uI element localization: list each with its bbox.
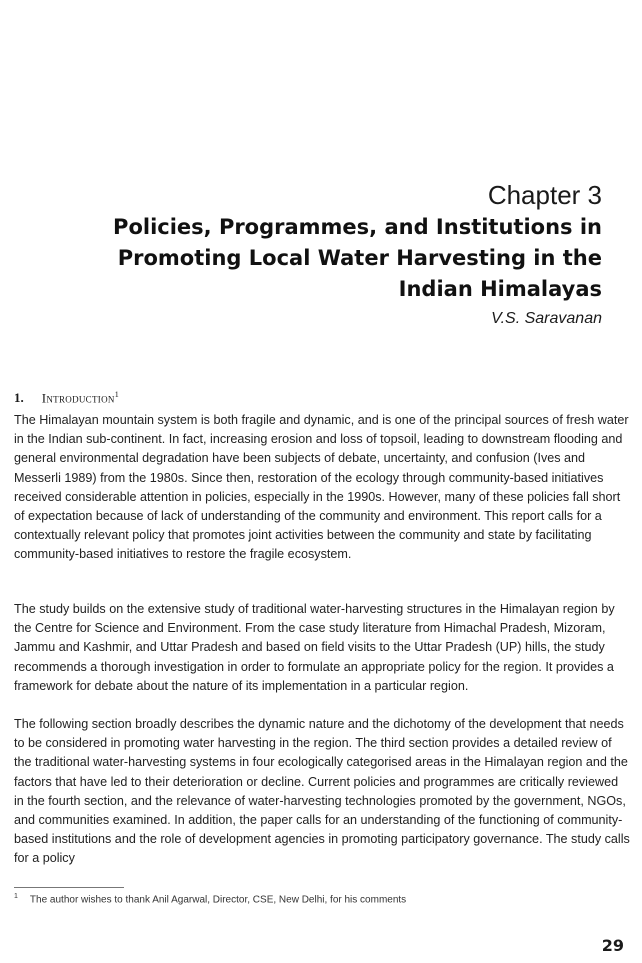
chapter-title: Policies, Programmes, and Institutions in Promoting Local Water Harvesting in the Indian Himalayas: [113, 215, 602, 301]
footnote-divider: [14, 887, 124, 888]
section-title: Introduction: [41, 390, 115, 406]
paragraph-1: The Himalayan mountain system is both fragile and dynamic, and is one of the principal sources of fresh water in the Indian sub-continent. In fact, increasing erosion and loss of topsoil, leading to downstream flooding and general environmental degradation have been subjects of debate, uncertainty, and confusion (Ives and Messerli 1989) from the 1980s. Since then, restoration of the ecology through community-based initiatives received considerable attention in policies, especially in the 1990s. However, many of these policies fall short of expectation because of lack of understanding of the community and environment. This report calls for a contextually relevant policy that promotes joint activities between the community and state by facilitating community-based initiatives to restore the fragile ecosystem.: [14, 413, 629, 562]
footnote: [14, 893, 406, 905]
footnote-reference: 1: [114, 390, 119, 399]
page-number: 29: [601, 936, 624, 955]
footnote-marker: 1: [14, 893, 18, 900]
footnote-text: The author wishes to thank Anil Agarwal, Director, CSE, New Delhi, for his comments: [29, 894, 407, 906]
section-heading: [14, 390, 119, 406]
paragraph-3: The following section broadly describes the dynamic nature and the dichotomy of the development that needs to be considered in promoting water harvesting in the region. The third section provides a detailed review of the traditional water-harvesting systems in four ecologically categorised areas in the Himalayan region and the factors that have led to their deterioration or decline. Current policies and programmes are critically reviewed in the fourth section, and the relevance of water-harvesting technologies promoted by the government, NGOs, and communities examined. In addition, the paper calls for an understanding of the functioning of community-based institutions and the role of development agencies in promoting participatory governance. The study calls for a policy: [14, 717, 630, 866]
paragraph-2: The study builds on the extensive study of traditional water-harvesting structures in the Himalayan region by the Centre for Science and Environment. From the case study literature from Himachal Pradesh, Mizoram, Jammu and Kashmir, and Uttar Pradesh and based on field visits to the Uttar Pradesh (UP) hills, the study recommends a thorough investigation in order to formulate an appropriate policy for the region. It provides a framework for debate about the nature of its implementation in a particular region.: [14, 602, 615, 693]
chapter-label: Chapter 3: [487, 180, 602, 210]
section-number: 1.: [14, 390, 24, 406]
author-name: V.S. Saravanan: [491, 310, 602, 327]
